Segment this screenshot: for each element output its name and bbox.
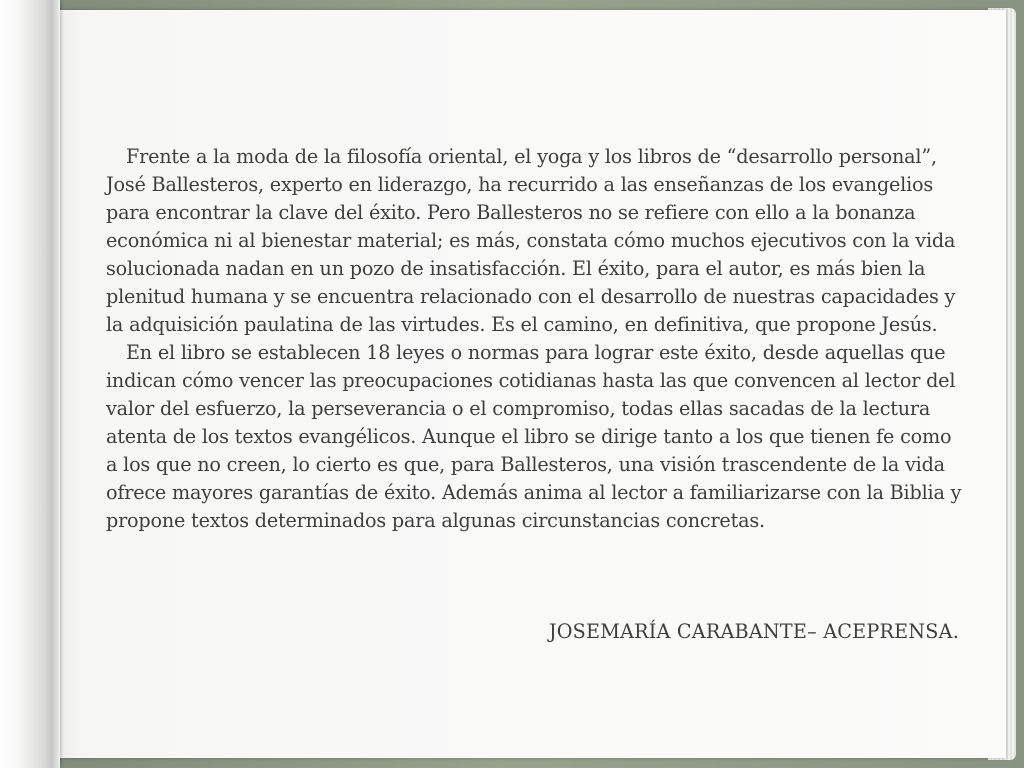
paragraph-2: En el libro se establecen 18 leyes o normas para lograr este éxito, desde aquellas que indican cómo vencer las preocupaciones cotidianas hasta las que convencen al lector del valor del esfuerzo, la perseverancia o el compromiso, todas ellas sacadas de la lectura atenta de los textos evangélicos. Aunque el libro se dirige tanto a los que tienen fe como a los que no creen, lo cierto es que, para Ballesteros, una visión trascendente de la vida ofrece mayores garantías de éxito. Además anima al lector a familiarizarse con la Biblia y propone textos determinados para algunas circunstancias concretas. [106, 341, 962, 532]
paragraph-1: Frente a la moda de la filosofía oriental, el yoga y los libros de “desarrollo personal”, José Ballesteros, experto en liderazgo, ha recurrido a las enseñanzas de los evangelios para encontrar la clave del éxito. Pero Ballesteros no se refiere con ello a la bonanza económica ni al bienestar material; es más, constata cómo muchos ejecutivos con la vida solucionada nadan en un pozo de insatisfacción. El éxito, para el autor, es más bien la plenitud humana y se encuentra relacionado con el desarrollo de nuestras capacidades y la adquisición paulatina de las virtudes. Es el camino, en definitiva, que propone Jesús. [106, 145, 956, 336]
attribution: JOSEMARÍA CARABANTE– ACEPRENSA. [548, 620, 959, 643]
body-text [106, 143, 964, 535]
previous-page-curl[interactable] [0, 0, 60, 768]
